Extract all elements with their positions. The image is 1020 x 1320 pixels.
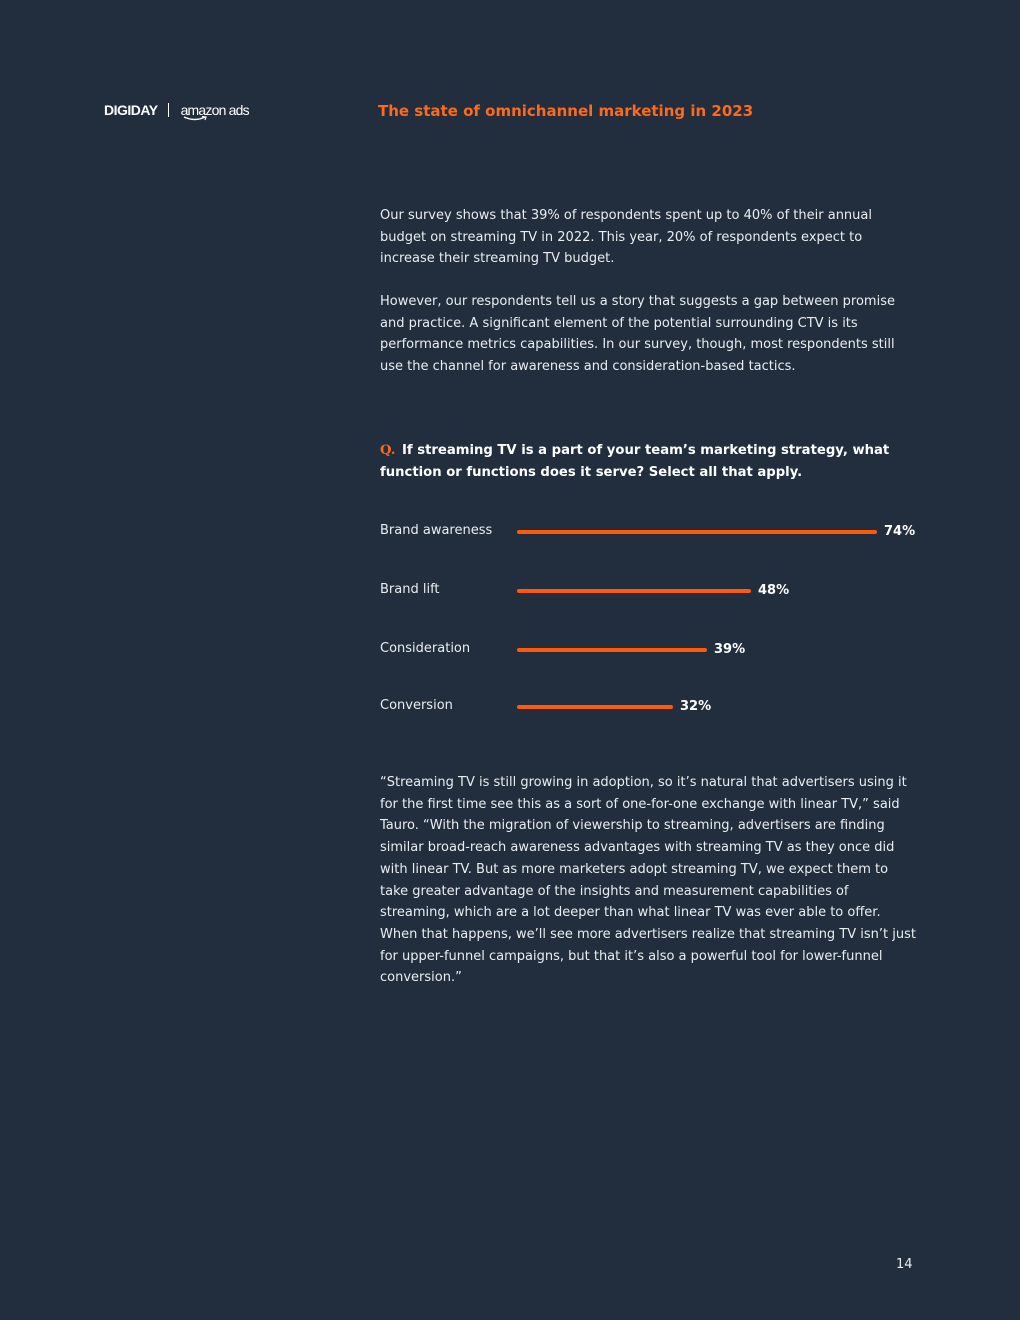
amazon-ads-logo-text: amazon ads — [180, 102, 249, 118]
bar-value-label: 48% — [758, 583, 790, 598]
bar-category-label: Conversion — [380, 698, 453, 713]
bar — [517, 530, 877, 534]
bar-chart — [380, 510, 940, 730]
bar-row — [380, 580, 940, 600]
question-marker: Q. — [380, 443, 396, 458]
brand-logos — [104, 102, 249, 118]
bar-value-label: 32% — [680, 699, 712, 714]
document-title: The state of omnichannel marketing in 2023 — [378, 102, 754, 120]
question-text: If streaming TV is a part of your team’s marketing strategy, what function or functions does it serve? Select all that apply. — [380, 443, 890, 480]
amazon-smile-icon — [183, 116, 209, 122]
bar — [517, 648, 707, 652]
bar-row — [380, 521, 940, 541]
survey-question — [380, 440, 920, 484]
bar-category-label: Brand awareness — [380, 523, 493, 538]
bar — [517, 589, 751, 593]
bar-row — [380, 639, 940, 659]
bar-row — [380, 696, 940, 716]
bar-value-label: 39% — [714, 642, 746, 657]
bar — [517, 705, 673, 709]
intro-paragraph-2: However, our respondents tell us a story that suggests a gap between promise and practice. A significant element of the potential surrounding CTV is its performance metrics capabilities. In our survey, though, most respondents still use the channel for awareness and consideration-based tactics. — [380, 294, 895, 375]
bar-value-label: 74% — [884, 524, 916, 539]
bar-category-label: Brand lift — [380, 582, 440, 597]
page-number: 14 — [896, 1257, 913, 1272]
bar-category-label: Consideration — [380, 641, 471, 656]
quote-paragraph: “Streaming TV is still growing in adoption, so it’s natural that advertisers using it for the first time see this as a sort of one-for-one exchange with linear TV,” said Tauro. “With the migration of viewership to streaming, advertisers are finding similar broad-reach awareness advantages with streaming TV as they once did with linear TV. But as more marketers adopt streaming TV, we expect them to take greater advantage of the insights and measurement capabilities of streaming, which are a lot deeper than what linear TV was ever able to offer. When that happens, we’ll see more advertisers realize that streaming TV isn’t just for upper-funnel campaigns, but that it’s also a powerful tool for lower-funnel conversion.” — [380, 775, 916, 986]
intro-paragraph-1: Our survey shows that 39% of respondents spent up to 40% of their annual budget on streaming TV in 2022. This year, 20% of respondents expect to increase their streaming TV budget. — [380, 208, 872, 267]
digiday-logo: DIGIDAY — [104, 102, 158, 118]
amazon-ads-logo — [181, 102, 249, 118]
logo-divider — [168, 103, 169, 117]
